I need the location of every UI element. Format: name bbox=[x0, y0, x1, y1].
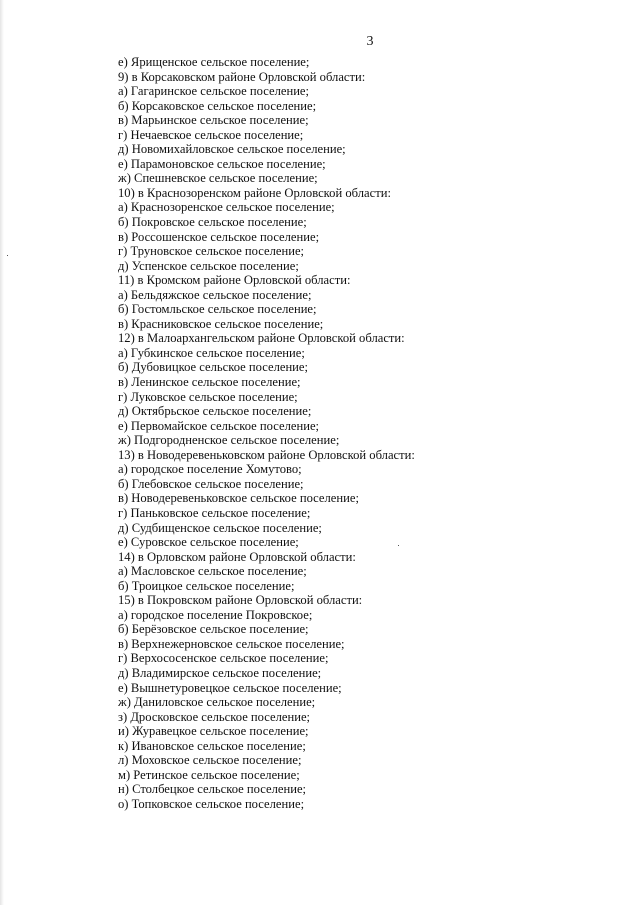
settlement-item: б) Покровское сельское поселение; bbox=[118, 215, 307, 230]
settlement-item: ж) Даниловское сельское поселение; bbox=[118, 695, 316, 710]
settlement-item: а) Гагаринское сельское поселение; bbox=[118, 84, 310, 99]
settlement-item: г) Луковское сельское поселение; bbox=[118, 389, 298, 404]
settlement-item: з) Дросковское сельское поселение; bbox=[118, 709, 311, 724]
scan-speck bbox=[7, 255, 8, 256]
settlement-item: л) Моховское сельское поселение; bbox=[118, 753, 302, 768]
district-heading: 11) в Кромском районе Орловской области: bbox=[118, 273, 351, 288]
settlement-item: е) Вышнетуровецкое сельское поселение; bbox=[118, 680, 342, 695]
settlement-item: а) Краснозоренское сельское поселение; bbox=[118, 200, 335, 215]
page-number: 3 bbox=[366, 34, 374, 49]
settlement-item: д) Успенское сельское поселение; bbox=[118, 258, 299, 273]
settlement-item: б) Глебовское сельское поселение; bbox=[118, 476, 304, 491]
settlement-item: д) Октябрьское сельское поселение; bbox=[118, 404, 312, 419]
settlement-item: б) Троицкое сельское поселение; bbox=[118, 578, 295, 593]
settlement-item: д) Владимирское сельское поселение; bbox=[118, 665, 322, 680]
settlement-item: в) Россошенское сельское поселение; bbox=[118, 229, 320, 244]
settlement-item: а) Бельдяжское сельское поселение; bbox=[118, 287, 312, 302]
settlement-item: е) Ярищенское сельское поселение; bbox=[118, 55, 310, 69]
district-heading: 10) в Краснозоренском районе Орловской области: bbox=[118, 185, 391, 200]
settlement-item: в) Верхнежерновское сельское поселение; bbox=[118, 636, 345, 651]
settlement-item: о) Топковское сельское поселение; bbox=[118, 796, 305, 811]
scan-edge-shadow bbox=[0, 0, 4, 905]
settlement-item: е) Парамоновское сельское поселение; bbox=[118, 156, 326, 171]
settlement-item: е) Суровское сельское поселение; bbox=[118, 535, 299, 550]
settlement-item: н) Столбецкое сельское поселение; bbox=[118, 782, 307, 797]
settlement-item: в) Новодеревеньковское сельское поселение; bbox=[118, 491, 359, 506]
settlement-item: а) городское поселение Хомутово; bbox=[118, 462, 302, 477]
settlement-item: в) Марьинское сельское поселение; bbox=[118, 113, 309, 128]
settlement-item: б) Дубовицкое сельское поселение; bbox=[118, 360, 309, 375]
settlement-item: е) Первомайское сельское поселение; bbox=[118, 418, 320, 433]
settlement-item: м) Ретинское сельское поселение; bbox=[118, 767, 300, 782]
settlement-item: д) Новомихайловское сельское поселение; bbox=[118, 142, 346, 157]
district-heading: 12) в Малоархангельском районе Орловской области: bbox=[118, 331, 405, 346]
settlement-item: к) Ивановское сельское поселение; bbox=[118, 738, 306, 753]
settlement-item: д) Судбищенское сельское поселение; bbox=[118, 520, 322, 535]
settlement-item: б) Корсаковское сельское поселение; bbox=[118, 98, 317, 113]
settlement-item: в) Красниковское сельское поселение; bbox=[118, 316, 324, 331]
settlement-item: а) Губкинское сельское поселение; bbox=[118, 345, 305, 360]
district-heading: 13) в Новодеревеньковском районе Орловской области: bbox=[118, 447, 415, 462]
settlement-item: г) Паньковское сельское поселение; bbox=[118, 505, 311, 520]
district-heading: 15) в Покровском районе Орловской области: bbox=[118, 593, 363, 608]
settlement-item: ж) Подгородненское сельское поселение; bbox=[118, 433, 340, 448]
settlement-item: а) Масловское сельское поселение; bbox=[118, 564, 307, 579]
settlement-item: г) Верхососенское сельское поселение; bbox=[118, 651, 329, 666]
settlement-item: б) Гостомльское сельское поселение; bbox=[118, 302, 317, 317]
settlement-list bbox=[118, 55, 618, 811]
settlement-item: а) городское поселение Покровское; bbox=[118, 607, 313, 622]
settlement-item: и) Журавецкое сельское поселение; bbox=[118, 724, 309, 739]
settlement-item: б) Берёзовское сельское поселение; bbox=[118, 622, 309, 637]
settlement-item: в) Ленинское сельское поселение; bbox=[118, 375, 301, 390]
district-heading: 9) в Корсаковском районе Орловской области: bbox=[118, 69, 366, 84]
settlement-item: г) Труновское сельское поселение; bbox=[118, 244, 305, 259]
settlement-item: г) Нечаевское сельское поселение; bbox=[118, 127, 304, 142]
district-heading: 14) в Орловском районе Орловской области: bbox=[118, 549, 356, 564]
settlement-item: ж) Спешневское сельское поселение; bbox=[118, 171, 318, 186]
